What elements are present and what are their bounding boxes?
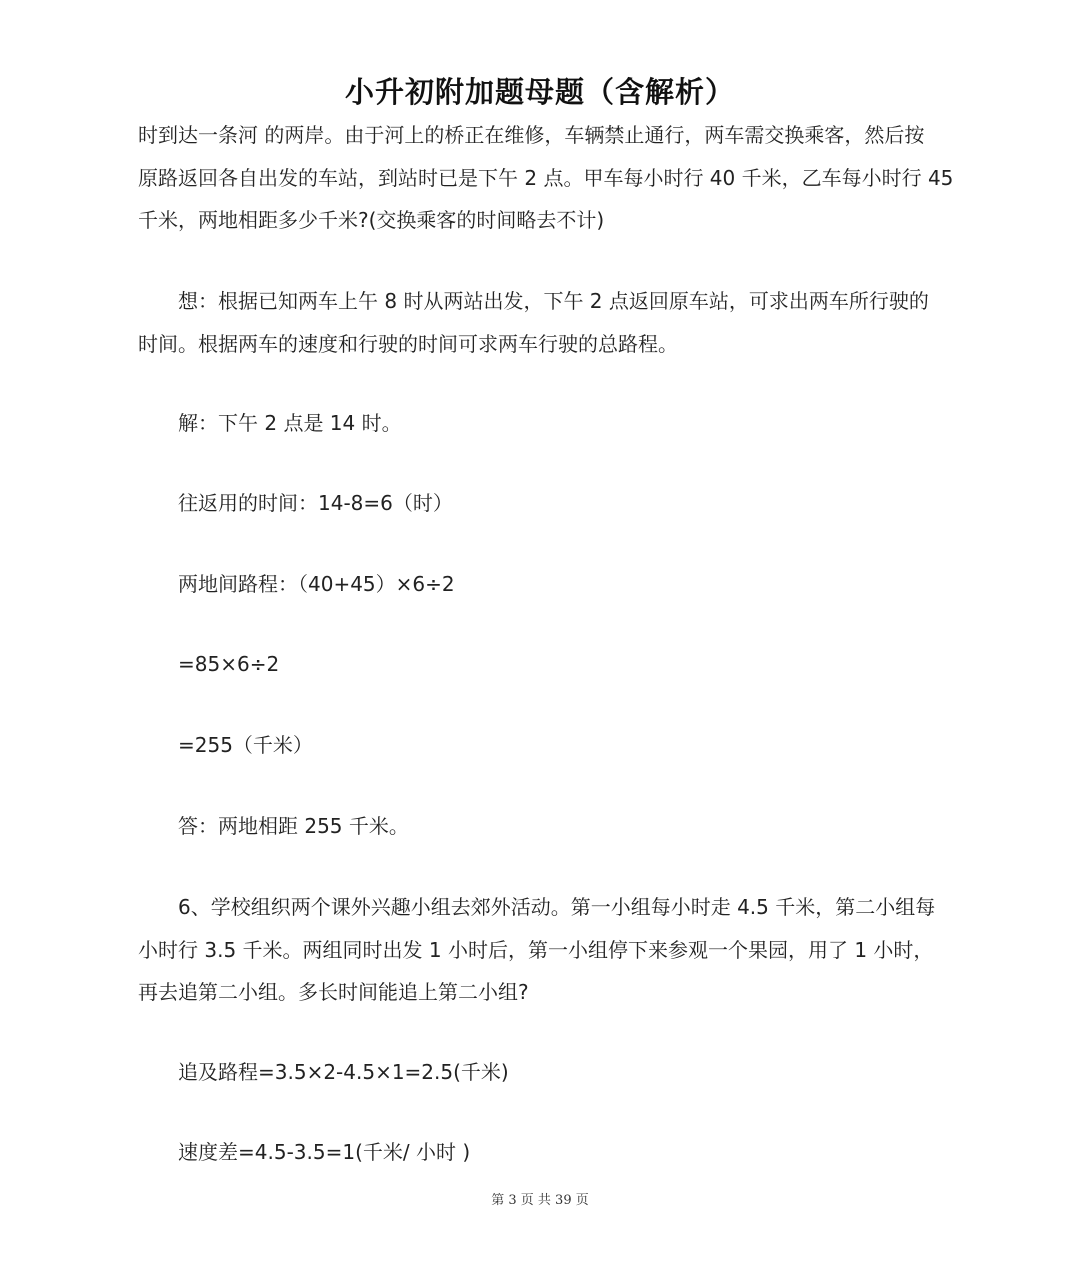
solution-line: =255（千米） bbox=[178, 733, 313, 757]
solution-line: =85×6÷2 bbox=[178, 652, 280, 676]
paragraph-line: 时到达一条河 的两岸。由于河上的桥正在维修，车辆禁止通行，两车需交换乘客，然后按 bbox=[138, 123, 925, 147]
paragraph-line: 6、学校组织两个课外兴趣小组去郊外活动。第一小组每小时走 4.5 千米，第二小组每 bbox=[178, 895, 936, 919]
solution-line: 追及路程=3.5×2-4.5×1=2.5(千米) bbox=[178, 1060, 509, 1084]
solution-line: 两地间路程：（40+45）×6÷2 bbox=[178, 572, 455, 596]
solution-line: 往返用的时间：14-8=6（时） bbox=[178, 491, 453, 515]
solution-line: 解：下午 2 点是 14 时。 bbox=[178, 411, 402, 435]
answer-line: 答：两地相距 255 千米。 bbox=[178, 814, 409, 838]
paragraph-line: 小时行 3.5 千米。两组同时出发 1 小时后，第一小组停下来参观一个果园，用了 1 小时， bbox=[138, 938, 934, 962]
paragraph-line: 原路返回各自出发的车站，到站时已是下午 2 点。甲车每小时行 40 千米，乙车每小时行 45 bbox=[138, 166, 954, 190]
page-footer: 第 3 页 共 39 页 bbox=[491, 1193, 589, 1208]
page-title: 小升初附加题母题（含解析） bbox=[344, 75, 735, 109]
paragraph-line: 时间。根据两车的速度和行驶的时间可求两车行驶的总路程。 bbox=[138, 332, 678, 356]
solution-line: 速度差=4.5-3.5=1(千米/ 小时 ) bbox=[178, 1140, 471, 1164]
paragraph-line: 再去追第二小组。多长时间能追上第二小组? bbox=[138, 980, 529, 1004]
paragraph-line: 千米，两地相距多少千米?(交换乘客的时间略去不计) bbox=[138, 208, 605, 232]
paragraph-line: 想：根据已知两车上午 8 时从两站出发，下午 2 点返回原车站，可求出两车所行驶的 bbox=[178, 289, 929, 313]
